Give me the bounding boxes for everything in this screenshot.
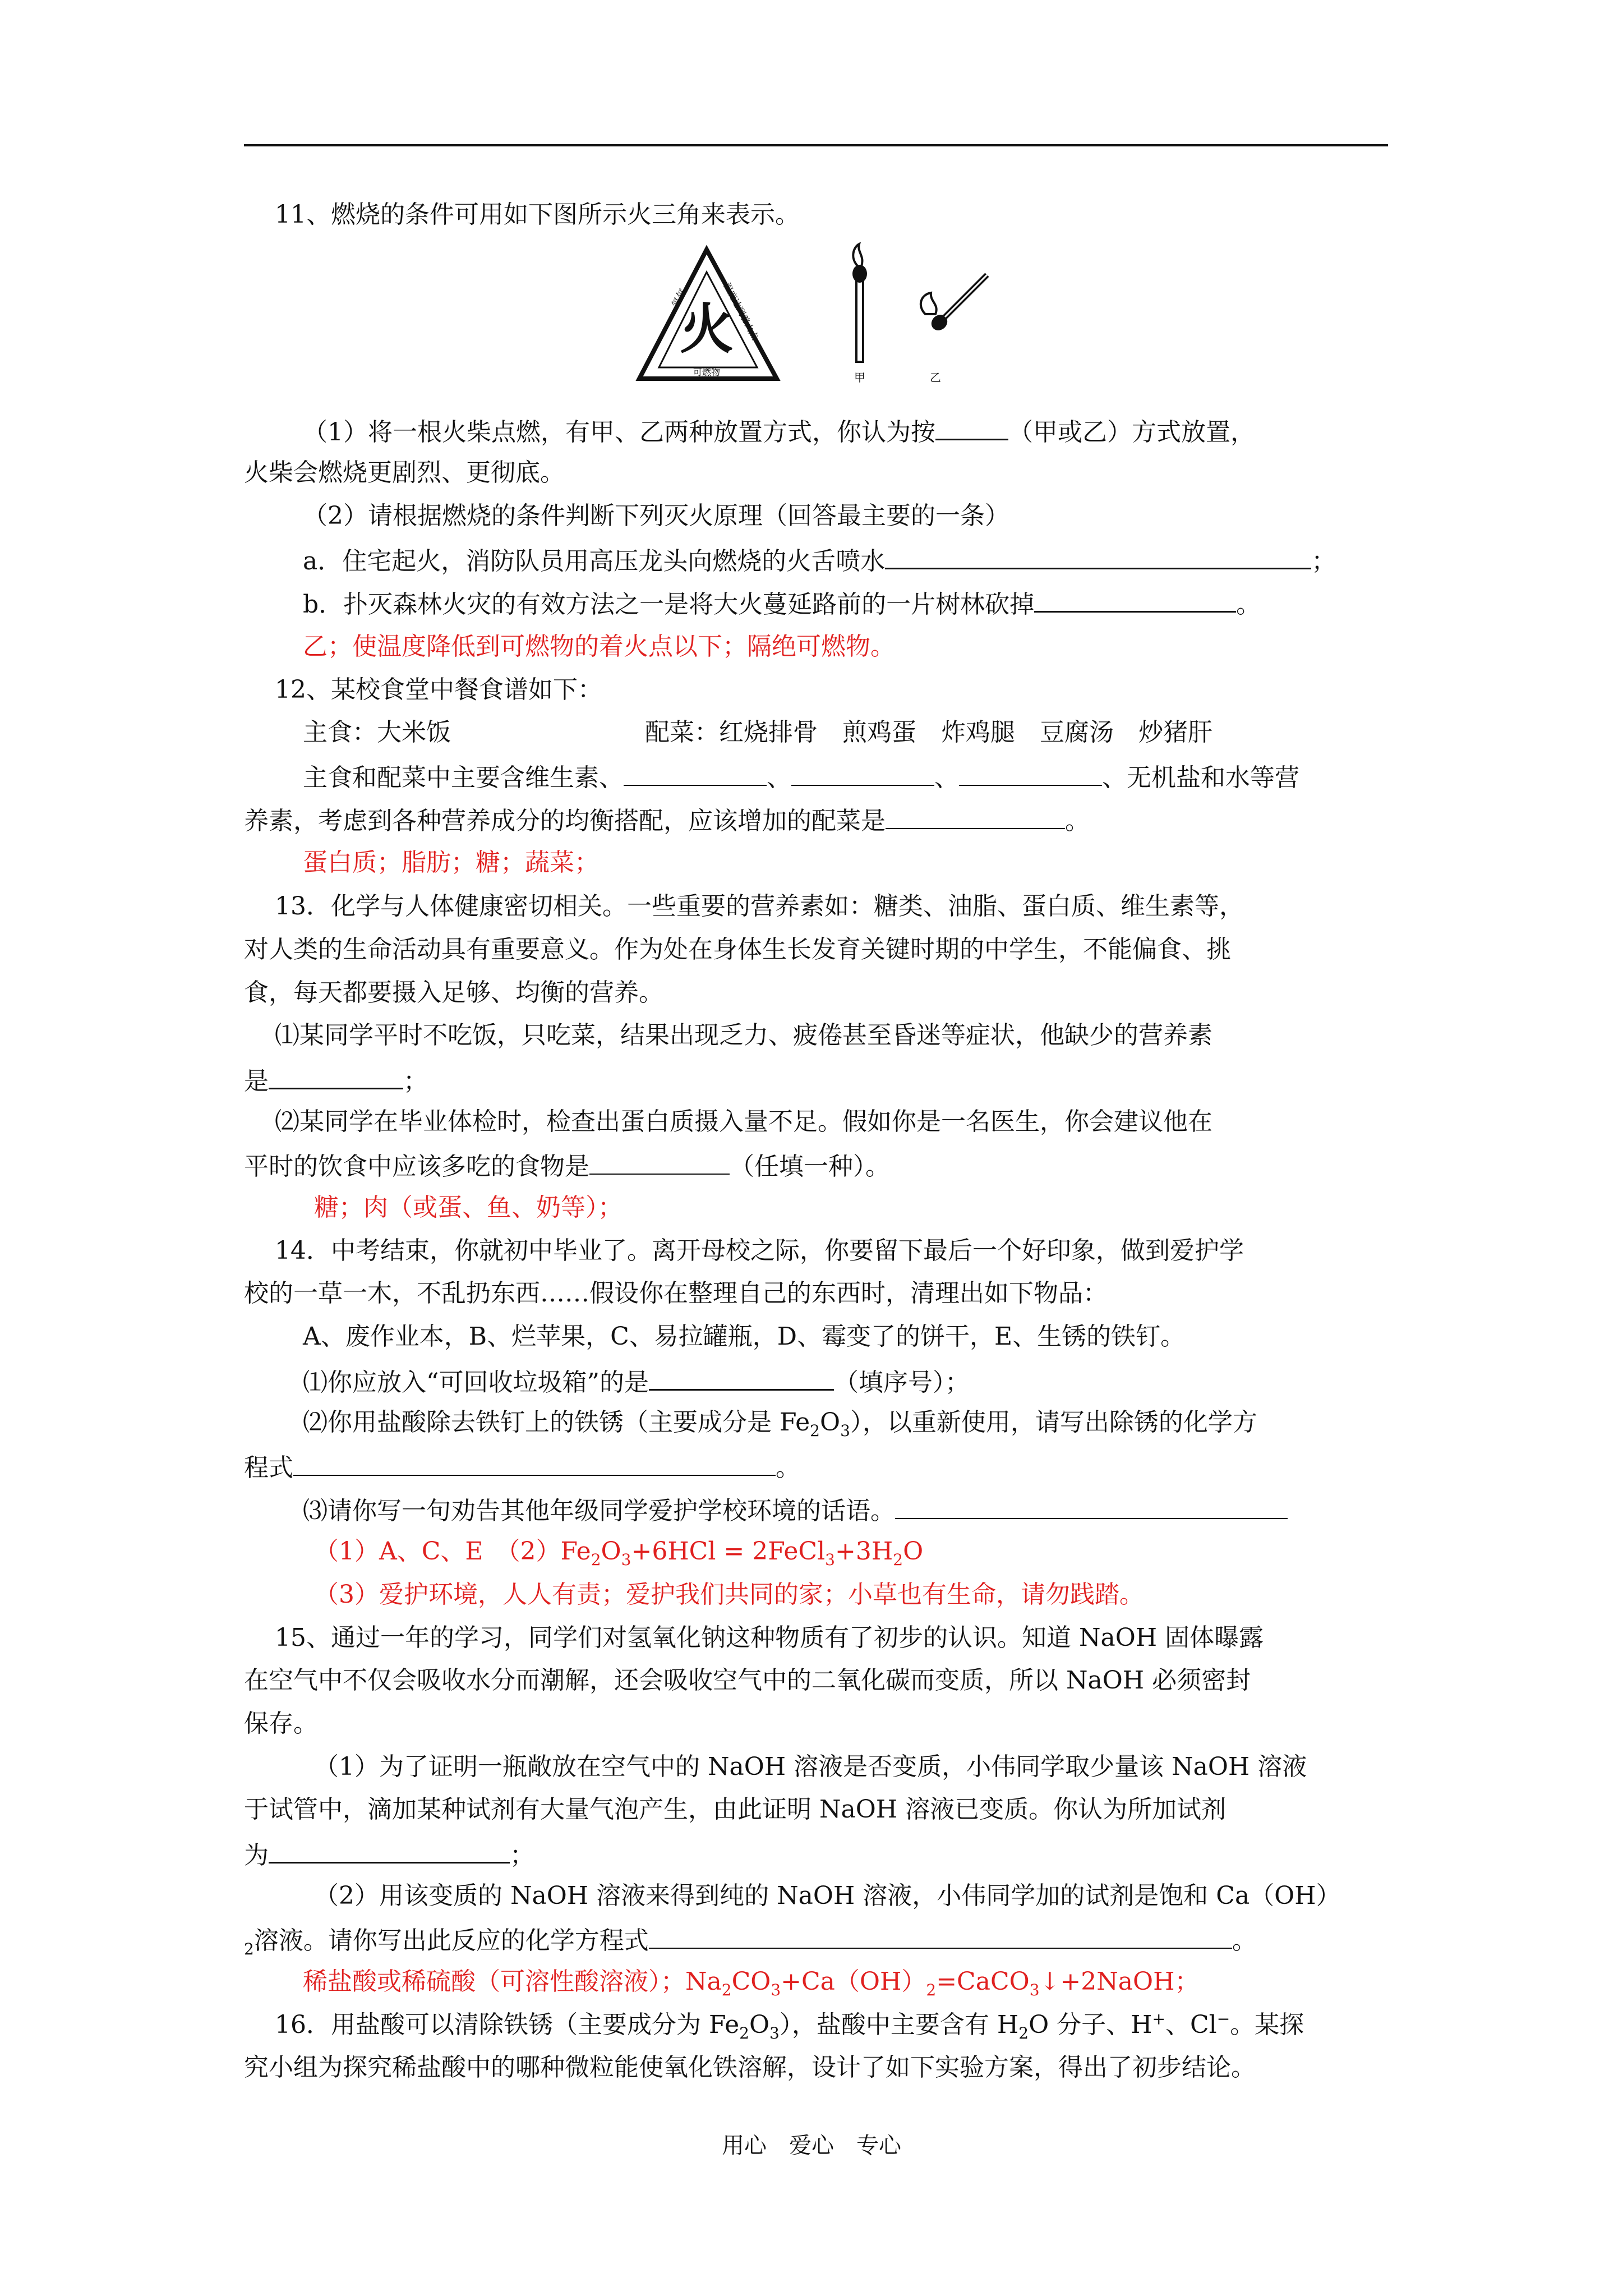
q12-blank-4[interactable] [886, 803, 1065, 829]
page-footer: 用心 爱心 专心 [722, 2133, 901, 2159]
q15-sub1-line3: 为 ； [244, 1837, 534, 1871]
q13-sub1-line2: 是 ； [244, 1063, 428, 1097]
q15-line1: 15、通过一年的学习，同学们对氢氧化钠这种物质有了初步的认识。知道 NaOH 固体曝露 [275, 1623, 1264, 1652]
fire-triangle-icon [639, 250, 777, 379]
q12-answer: 蛋白质；脂肪；糖；蔬菜； [303, 848, 599, 877]
q15-sub2-line1: （2）用该变质的 NaOH 溶液来得到纯的 NaOH 溶液，小伟同学加的试剂是饱和 Ca（OH） [314, 1881, 1341, 1910]
q14-answer-1: （1）A、C、E $(2)Fe_2O_3+6HCl$ = $2FeCl_3+3H_2O$ [314, 1537, 924, 1569]
q13-blank-1[interactable] [269, 1063, 403, 1089]
q14-items: A、废作业本，B、烂苹果，C、易拉罐瓶，D、霉变了的饼干，E、生锈的铁钉。 [303, 1322, 1186, 1351]
q14-blank-1[interactable] [649, 1364, 834, 1391]
q11-blank-1[interactable] [935, 414, 1008, 440]
q11-part1-line1: （1）将一根火柴点燃，有甲、乙两种放置方式，你认为按 （甲或乙）方式放置， [303, 414, 1255, 448]
q11-part-a: a．住宅起火，消防队员用高压龙头向燃烧的火舌喷水 ； [303, 543, 1336, 577]
q11-blank-b[interactable] [1034, 586, 1236, 613]
q12-blank-3[interactable] [959, 760, 1102, 786]
q12-title: 12、某校食堂中餐食谱如下： [275, 675, 602, 704]
match-a-icon [852, 244, 867, 384]
q14-answer-2: （3）爱护环境，人人有责；爱护我们共同的家；小草也有生命，请勿践踏。 [314, 1580, 1144, 1609]
q13-line1: 13．化学与人体健康密切相关。一些重要的营养素如：糖类、油脂、蛋白质、维生素等， [275, 892, 1244, 921]
q14-sub1: ⑴你应放入“可回收垃圾箱”的是 （填序号）； [303, 1364, 970, 1398]
triangle-bottom-text: 可燃物 [693, 367, 721, 378]
q11-blank-a[interactable] [885, 543, 1311, 569]
fire-triangle-figure [634, 241, 1026, 387]
q15-blank-2[interactable] [649, 1923, 1232, 1949]
q13-sub1-line1: ⑴某同学平时不吃饭，只吃菜，结果出现乏力、疲倦甚至昏迷等症状，他缺少的营养素 [275, 1021, 1212, 1050]
triangle-right-text: 温度达到着火点 [721, 280, 760, 342]
q15-line3: 保存。 [244, 1709, 318, 1738]
q14-sub2-line1: ⑵你用盐酸除去铁钉上的铁锈（主要成分是 $Fe_2O_3$），以重新使用，请写出除锈的化学方 [303, 1408, 1257, 1440]
q14-sub3: ⑶请你写一句劝告其他年级同学爱护学校环境的话语。 [303, 1493, 1288, 1527]
q12-line2: 养素，考虑到各种营养成分的均衡搭配，应该增加的配菜是 。 [244, 803, 1090, 837]
match-a-label: 甲 [854, 371, 865, 384]
q15-sub2-line2: $_2$溶液。请你写出此反应的化学方程式 。 [244, 1923, 1257, 1957]
q13-line3: 食，每天都要摄入足够、均衡的营养。 [244, 978, 663, 1007]
match-b-label: 乙 [930, 371, 941, 384]
triangle-left-text: 氧气 [669, 286, 690, 310]
q11-answer: 乙；使温度降低到可燃物的着火点以下；隔绝可燃物。 [303, 632, 895, 661]
q14-blank-3[interactable] [895, 1493, 1288, 1519]
q15-blank-1[interactable] [269, 1837, 510, 1864]
q13-blank-2[interactable] [589, 1149, 730, 1175]
q13-answer: 糖；肉（或蛋、鱼、奶等）； [314, 1193, 623, 1222]
q15-line2: 在空气中不仅会吸收水分而潮解，还会吸收空气中的二氧化碳而变质，所以 NaOH 必须密封 [244, 1666, 1251, 1695]
q12-blank-2[interactable] [791, 760, 934, 786]
q11-title: 11、燃烧的条件可用如下图所示火三角来表示。 [275, 200, 800, 229]
header-rule [244, 144, 1388, 146]
q14-line1: 14．中考结束，你就初中毕业了。离开母校之际，你要留下最后一个好印象，做到爱护学 [275, 1236, 1244, 1265]
q12-staple: 主食：大米饭 [303, 718, 451, 747]
triangle-center-text: 火 [680, 297, 734, 361]
q12-line1: 主食和配菜中主要含维生素、 、 、 、无机盐和水等营 [303, 760, 1299, 794]
q14-blank-2[interactable] [293, 1450, 776, 1476]
q16-line1: 16．用盐酸可以清除铁锈（主要成分为 $Fe_2O_3$），盐酸中主要含有 $H_2O$ 分子、H+、Cl−。某探 [275, 2009, 1304, 2042]
q15-sub1-line1: （1）为了证明一瓶敞放在空气中的 NaOH 溶液是否变质，小伟同学取少量该 NaOH 溶液 [314, 1752, 1307, 1781]
match-b-icon [921, 275, 987, 384]
q16-line2: 究小组为探究稀盐酸中的哪种微粒能使氧化铁溶解，设计了如下实验方案，得出了初步结论。 [244, 2053, 1256, 2082]
q13-sub2-line1: ⑵某同学在毕业体检时，检查出蛋白质摄入量不足。假如你是一名医生，你会建议他在 [275, 1107, 1212, 1136]
q14-line2: 校的一草一木，不乱扔东西……假设你在整理自己的东西时，清理出如下物品： [244, 1279, 1108, 1308]
q15-answer: 稀盐酸或稀硫酸（可溶性酸溶液）；$Na_2CO_3+Ca(OH)_2=CaCO_3↓+2NaOH$； [303, 1967, 1200, 1999]
q11-part1-line2: 火柴会燃烧更剧烈、更彻底。 [244, 458, 565, 487]
q11-part2: （2）请根据燃烧的条件判断下列灭火原理（回答最主要的一条） [303, 501, 1009, 530]
q11-part-b: b．扑灭森林火灾的有效方法之一是将大火蔓延路前的一片树林砍掉 。 [303, 586, 1261, 620]
q13-line2: 对人类的生命活动具有重要意义。作为处在身体生长发育关键时期的中学生，不能偏食、挑 [244, 935, 1231, 964]
q15-sub1-line2: 于试管中，滴加某种试剂有大量气泡产生，由此证明 NaOH 溶液已变质。你认为所加试剂 [244, 1795, 1227, 1824]
q14-sub2-line2: 程式 。 [244, 1450, 800, 1484]
q13-sub2-line2: 平时的饮食中应该多吃的食物是 （任填一种）。 [244, 1149, 890, 1182]
q12-dishes: 配菜：红烧排骨 煎鸡蛋 炸鸡腿 豆腐汤 炒猪肝 [645, 718, 1212, 747]
q12-blank-1[interactable] [624, 760, 767, 786]
